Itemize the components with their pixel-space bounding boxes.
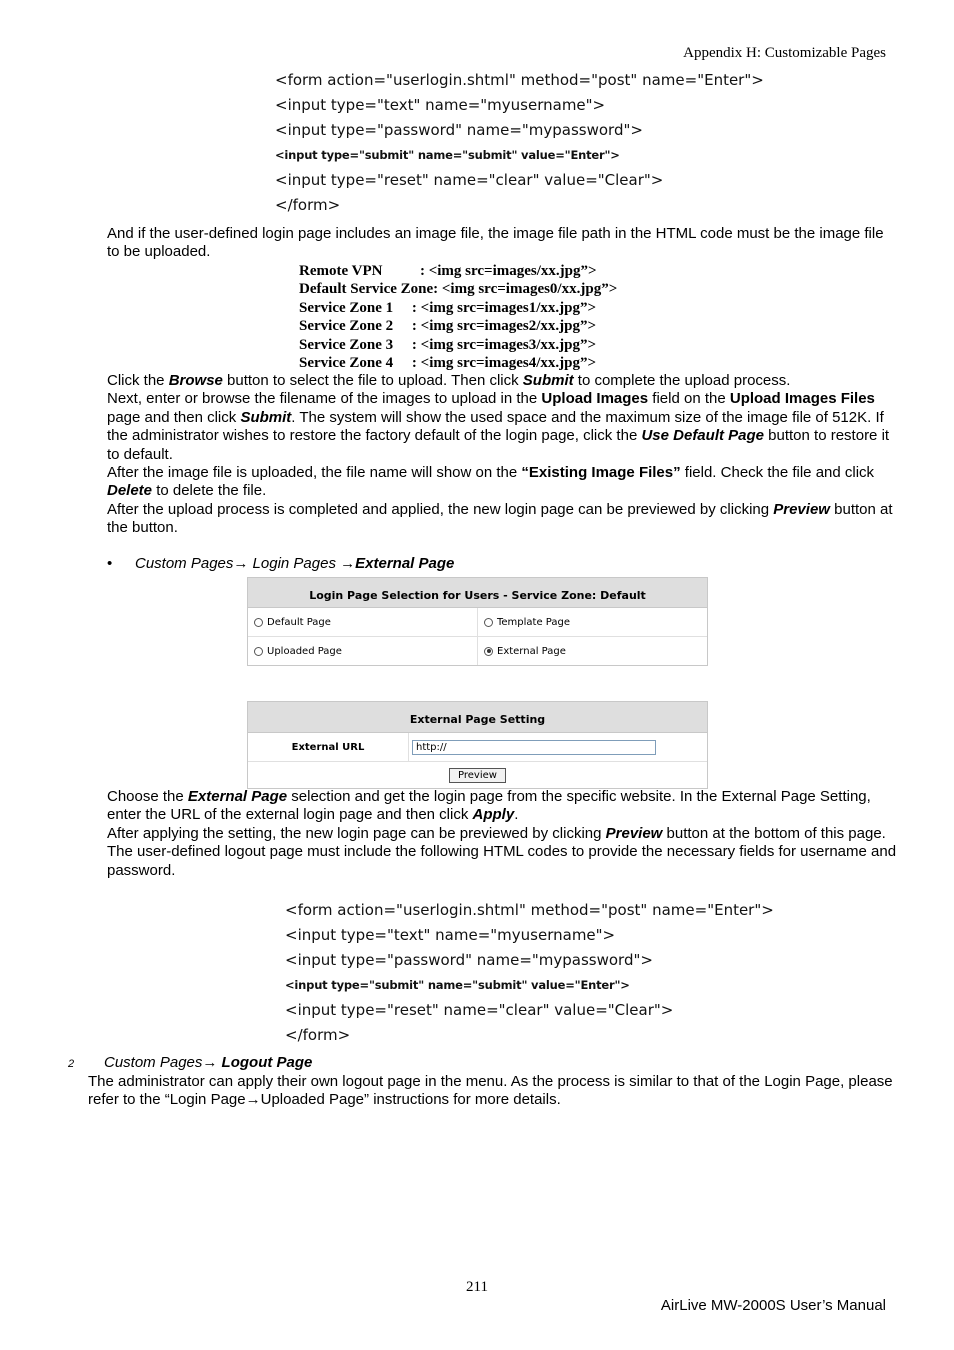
page-footer: AirLive MW-2000S User’s Manual [660, 1297, 886, 1314]
page-number: 211 [466, 1279, 488, 1295]
code-line: </form> [285, 1026, 351, 1044]
arrow-icon: → [233, 555, 249, 572]
logout-fields-paragraph: The user-defined logout page must include the following HTML codes to provide the necessary fields for username and password. [107, 843, 897, 879]
arrow-icon: → [340, 555, 356, 572]
next-paragraph: Next, enter or browse the filename of the images to upload in the Upload Images field on the Upload Images Files page and then click Submit. The system will show the used space and the maximum size of the image file of 512K. If the administrator wishes to restore the factory default of the login page, click the Use Default Page button to restore it to default. [107, 390, 890, 463]
option-uploaded-page[interactable]: Uploaded Page [248, 637, 477, 665]
code-line: <input type="reset" name="clear" value="Clear"> [285, 1001, 674, 1019]
image-path-row: Remote VPN : <img src=images/xx.jpg”> [299, 263, 597, 279]
section-logout-page: 2 Custom Pages→ Logout Page [68, 1054, 313, 1071]
code-line: <form action="userlogin.shtml" method="post" name="Enter"> [275, 71, 764, 89]
section-number: 2 [68, 1058, 75, 1070]
panel-title: Login Page Selection for Users - Service Zone: Default [248, 578, 707, 608]
after-upload-paragraph: After the image file is uploaded, the file name will show on the “Existing Image Files” field. Check the file and click Delete to delete the file. [107, 464, 875, 500]
radio-icon[interactable] [484, 618, 493, 627]
external-url-label: External URL [248, 733, 409, 761]
page-header: Appendix H: Customizable Pages [683, 45, 886, 61]
option-template-page[interactable]: Template Page [477, 608, 707, 637]
code-line: <input type="reset" name="clear" value="Clear"> [275, 171, 664, 189]
arrow-icon: → [202, 1054, 218, 1071]
applying-paragraph: After applying the setting, the new login page can be previewed by clicking Preview button at the bottom of this page. [107, 824, 886, 842]
bullet-dot: • [107, 555, 113, 572]
image-path-row: Service Zone 4 : <img src=images4/xx.jpg”> [299, 355, 597, 372]
image-path-row: Default Service Zone: <img src=images0/xx.jpg”> [299, 281, 618, 298]
code-line: <input type="submit" name="submit" value="Enter"> [285, 978, 630, 992]
radio-selected-icon[interactable] [484, 647, 493, 656]
option-external-page[interactable]: External Page [477, 637, 707, 665]
image-path-row: Service Zone 3 : <img src=images3/xx.jpg”> [299, 336, 597, 353]
arrow-icon: → [245, 1091, 261, 1109]
login-page-selection-panel [247, 577, 708, 666]
code-line: </form> [275, 196, 341, 214]
intro-paragraph: And if the user-defined login page includes an image file, the image file path in the HTML code must be the image file to be uploaded. [107, 225, 884, 261]
bullet-external-page: • Custom Pages→ Login Pages →External Page [107, 555, 455, 572]
code-block-2 [285, 898, 774, 1048]
preview-paragraph: After the upload process is completed and applied, the new login page can be previewed by clicking Preview button at the button. [107, 500, 893, 537]
image-path-row: Service Zone 2 : <img src=images2/xx.jpg”> [299, 318, 597, 335]
external-instructions [107, 788, 897, 880]
code-line: <input type="text" name="myusername"> [275, 96, 606, 114]
code-line: <input type="password" name="mypassword"> [285, 951, 653, 969]
browse-paragraph: Click the Browse button to select the file to upload. Then click Submit to complete the upload process. [107, 372, 791, 389]
image-path-list [299, 262, 617, 372]
code-line: <input type="submit" name="submit" value="Enter"> [275, 148, 620, 162]
radio-icon[interactable] [254, 618, 263, 627]
upload-instructions [107, 372, 897, 538]
external-url-input[interactable]: http:// [412, 740, 656, 755]
image-path-row: Service Zone 1 : <img src=images1/xx.jpg”> [299, 299, 597, 316]
code-line: <form action="userlogin.shtml" method="post" name="Enter"> [285, 901, 774, 919]
code-block-1 [275, 68, 764, 218]
external-page-setting-panel [247, 701, 708, 789]
radio-icon[interactable] [254, 647, 263, 656]
preview-button[interactable]: Preview [449, 768, 506, 783]
code-line: <input type="password" name="mypassword"> [275, 121, 643, 139]
panel-title: External Page Setting [248, 702, 707, 733]
option-default-page[interactable]: Default Page [248, 608, 477, 637]
choose-paragraph: Choose the External Page selection and get the login page from the specific website. In the External Page Setting, enter the URL of the external login page and then click Apply. [107, 788, 871, 824]
logout-paragraph: The administrator can apply their own logout page in the menu. As the process is similar to that of the Login Page, please refer to the “Login Page→Uploaded Page” instructions for more details. [88, 1073, 893, 1109]
code-line: <input type="text" name="myusername"> [285, 926, 616, 944]
